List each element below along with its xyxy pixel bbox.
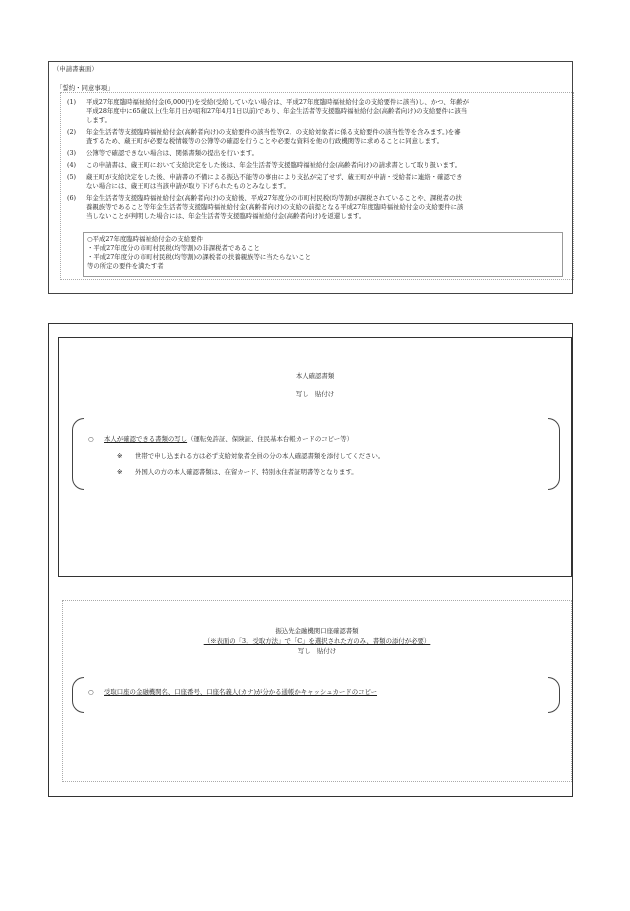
bank-paste-label: 写し 貼付け <box>297 647 337 655</box>
id-note: 外国人の方の本人確認書類は、在留カード、特別永住者証明書等となります。 <box>135 468 358 476</box>
consent-item-text: 養親族等であること等年金生活者等支援臨時福祉給付金(高齢者向け)の支給の前提となる平成27年度臨時福祉給付金の支給要件に該 <box>86 203 464 211</box>
consent-item-text: この申請書は、蔵王町において支給決定をした後は、年金生活者等支援臨時福祉給付金(高齢者向け)の請求書として取り扱います。 <box>86 161 462 169</box>
left-bracket <box>72 418 84 490</box>
bullet-marker: ○ <box>88 435 94 443</box>
consent-item-text: 査するため、蔵王町が必要な税情報等の公簿等の確認を行うことや必要な資料を他の行政機関等に求めることに同意します。 <box>86 137 444 145</box>
consent-item-text: ない場合には、蔵王町は当該申請が取り下げられたものとみなします。 <box>86 182 290 190</box>
id-document-underlined: 本人が確認できる書類の写し <box>104 435 188 443</box>
requirements-line: ○平成27年度臨時福祉給付金の支給要件 <box>87 235 203 243</box>
consent-item-number: (2) <box>67 128 77 136</box>
consent-item-text: 当しないことが判明した場合には、年金生活者等支援臨時福祉給付金(高齢者向け)を返還します。 <box>86 212 366 220</box>
bullet-marker: ○ <box>88 688 94 696</box>
right-bracket <box>548 418 560 490</box>
id-paste-label: 写し 貼付け <box>295 390 335 398</box>
bank-document-title: 振込先金融機関口座確認書類 <box>275 627 359 635</box>
consent-item-number: (5) <box>67 173 77 181</box>
bank-subtitle-text: （※表面の「3．受取方法」で「C」を選択された方のみ、書類の添付が必要） <box>203 637 431 645</box>
bank-document-item: 受取口座の金融機関名、口座番号、口座名義人(カナ)が分かる通帳かキャッシュカードのコピー <box>104 688 378 696</box>
id-document-examples: （運転免許証、保険証、住民基本台帳カードのコピー等） <box>187 435 353 443</box>
back-side-header: （申請書裏面） <box>53 65 98 73</box>
bank-document-subtitle <box>62 637 572 646</box>
left-bracket <box>72 677 84 713</box>
consent-item-number: (4) <box>67 161 77 169</box>
consent-item-number: (3) <box>67 149 77 157</box>
consent-item-number: (6) <box>67 194 77 202</box>
consent-item-text: 年金生活者等支援臨時福祉給付金(高齢者向け)の支給要件の該当性等(2．の支給対象者に係る支給要件の該当性等を含みます。)を審 <box>86 128 461 136</box>
consent-item-text: 平成27年度臨時福祉給付金(6,000円)を受給(受給していない場合は、平成27年度臨時福祉給付金の支給要件に該当)し、かつ、年齢が <box>86 98 469 106</box>
note-marker: ※ <box>117 452 123 460</box>
consent-item-number: (1) <box>67 98 77 106</box>
requirements-line: ・平成27年度分の市町村民税(均等割)の課税者の扶養親族等に当たらないこと <box>87 253 312 261</box>
consent-item-text: します。 <box>86 116 112 124</box>
id-note: 世帯で申し込まれる方は必ず支給対象者全員の分の本人確認書類を添付してください。 <box>135 452 385 460</box>
consent-item-text: 蔵王町が支給決定をした後、申請書の不備による振込不能等の事由により支払が完了せず、蔵王町が申請・受給者に連絡・確認でき <box>86 173 463 181</box>
consent-item-text: 年金生活者等支援臨時福祉給付金(高齢者向け)の支給後、平成27年度分の市町村民税(均等割)が課税されていることや、課税者の扶 <box>86 194 462 202</box>
consent-item-text: 平成28年度中に65歳以上(生年月日が昭和27年4月1日以前)であり、年金生活者等支援臨時福祉給付金(高齢者向け)の支給要件に該当 <box>86 107 468 115</box>
requirements-line: ・平成27年度分の市町村民税(均等割)の非課税者であること <box>87 244 260 252</box>
consent-item-text: 公簿等で確認できない場合は、関係書類の提出を行います。 <box>86 149 259 157</box>
id-document-line <box>104 435 353 444</box>
consent-title: 「誓約・同意事項」 <box>56 84 114 92</box>
note-marker: ※ <box>117 468 123 476</box>
id-document-title: 本人確認書類 <box>295 372 335 380</box>
requirements-line: 等の所定の要件を満たす者 <box>87 262 164 270</box>
